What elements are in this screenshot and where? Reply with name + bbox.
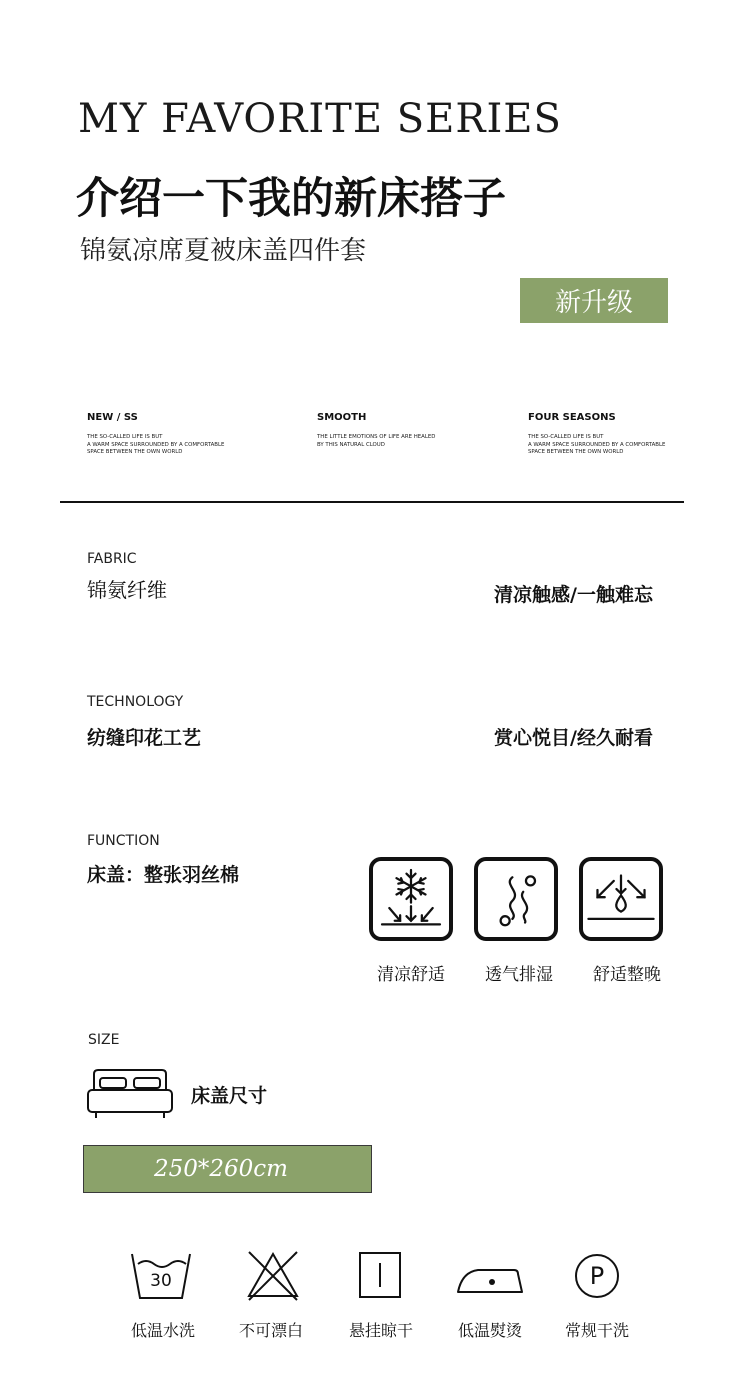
icon-label: 舒适整晚 [593, 965, 661, 985]
feature-text: SPACE BETWEEN THE OWN WORLD [528, 449, 624, 455]
care-label: 不可漂白 [238, 1321, 303, 1340]
icon-label: 透气排湿 [485, 965, 553, 985]
fabric-label: FABRIC [87, 551, 137, 567]
low-iron-icon [456, 1258, 524, 1296]
technology-value: 纺缝印花工艺 [87, 727, 202, 749]
technology-label: TECHNOLOGY [87, 694, 184, 710]
series-title: MY FAVORITE SERIES [78, 96, 562, 142]
feature-text: A WARM SPACE SURROUNDED BY A COMFORTABLE [528, 441, 666, 448]
feature-text: A WARM SPACE SURROUNDED BY A COMFORTABLE [87, 441, 225, 448]
feature-smooth [317, 412, 435, 449]
upgrade-badge: 新升级 [520, 278, 668, 323]
feature-text: BY THIS NATURAL CLOUD [317, 441, 385, 448]
comfort-icon [579, 857, 663, 941]
page-title: 介绍一下我的新床搭子 [76, 174, 506, 224]
size-dimension [83, 1145, 372, 1193]
size-label: SIZE [88, 1032, 120, 1048]
icon-label: 清凉舒适 [377, 965, 445, 985]
technology-tagline: 赏心悦目/经久耐看 [494, 727, 653, 749]
wash-30-icon [128, 1248, 194, 1302]
dry-clean-text: P [589, 1262, 605, 1290]
divider [60, 501, 684, 503]
feature-new-ss [87, 412, 224, 457]
fabric-value: 锦氨纤维 [87, 578, 167, 602]
care-label: 低温熨烫 [457, 1321, 522, 1340]
dry-clean-icon [573, 1252, 621, 1300]
function-label: FUNCTION [87, 833, 160, 849]
hang-dry-icon [357, 1250, 403, 1300]
snowflake-icon [369, 857, 453, 941]
no-bleach-icon [243, 1248, 303, 1302]
fabric-tagline: 清凉触感/一触难忘 [494, 584, 653, 606]
feature-text: SPACE BETWEEN THE OWN WORLD [87, 449, 183, 455]
care-label: 常规干洗 [564, 1321, 629, 1340]
care-label: 低温水洗 [130, 1321, 195, 1340]
care-label: 悬挂晾干 [348, 1321, 413, 1340]
function-value: 床盖：整张羽丝棉 [87, 864, 240, 886]
bed-icon [86, 1068, 176, 1120]
feature-heading: FOUR SEASONS [528, 412, 616, 423]
feature-heading: NEW / SS [87, 412, 138, 423]
feature-text: THE SO-CALLED LIFE IS BUT [528, 434, 604, 440]
feature-heading: SMOOTH [317, 412, 367, 423]
size-dimension-text: 250*260cm [154, 1156, 288, 1182]
feature-text: THE SO-CALLED LIFE IS BUT [87, 434, 163, 440]
wash-30-text: 30 [150, 1271, 172, 1291]
breathable-icon [474, 857, 558, 941]
bed-size-label: 床盖尺寸 [191, 1085, 268, 1107]
page-subtitle: 锦氨凉席夏被床盖四件套 [80, 236, 367, 266]
feature-text: THE LITTLE EMOTIONS OF LIFE ARE HEALED [317, 434, 436, 440]
feature-four-seasons [528, 412, 665, 457]
